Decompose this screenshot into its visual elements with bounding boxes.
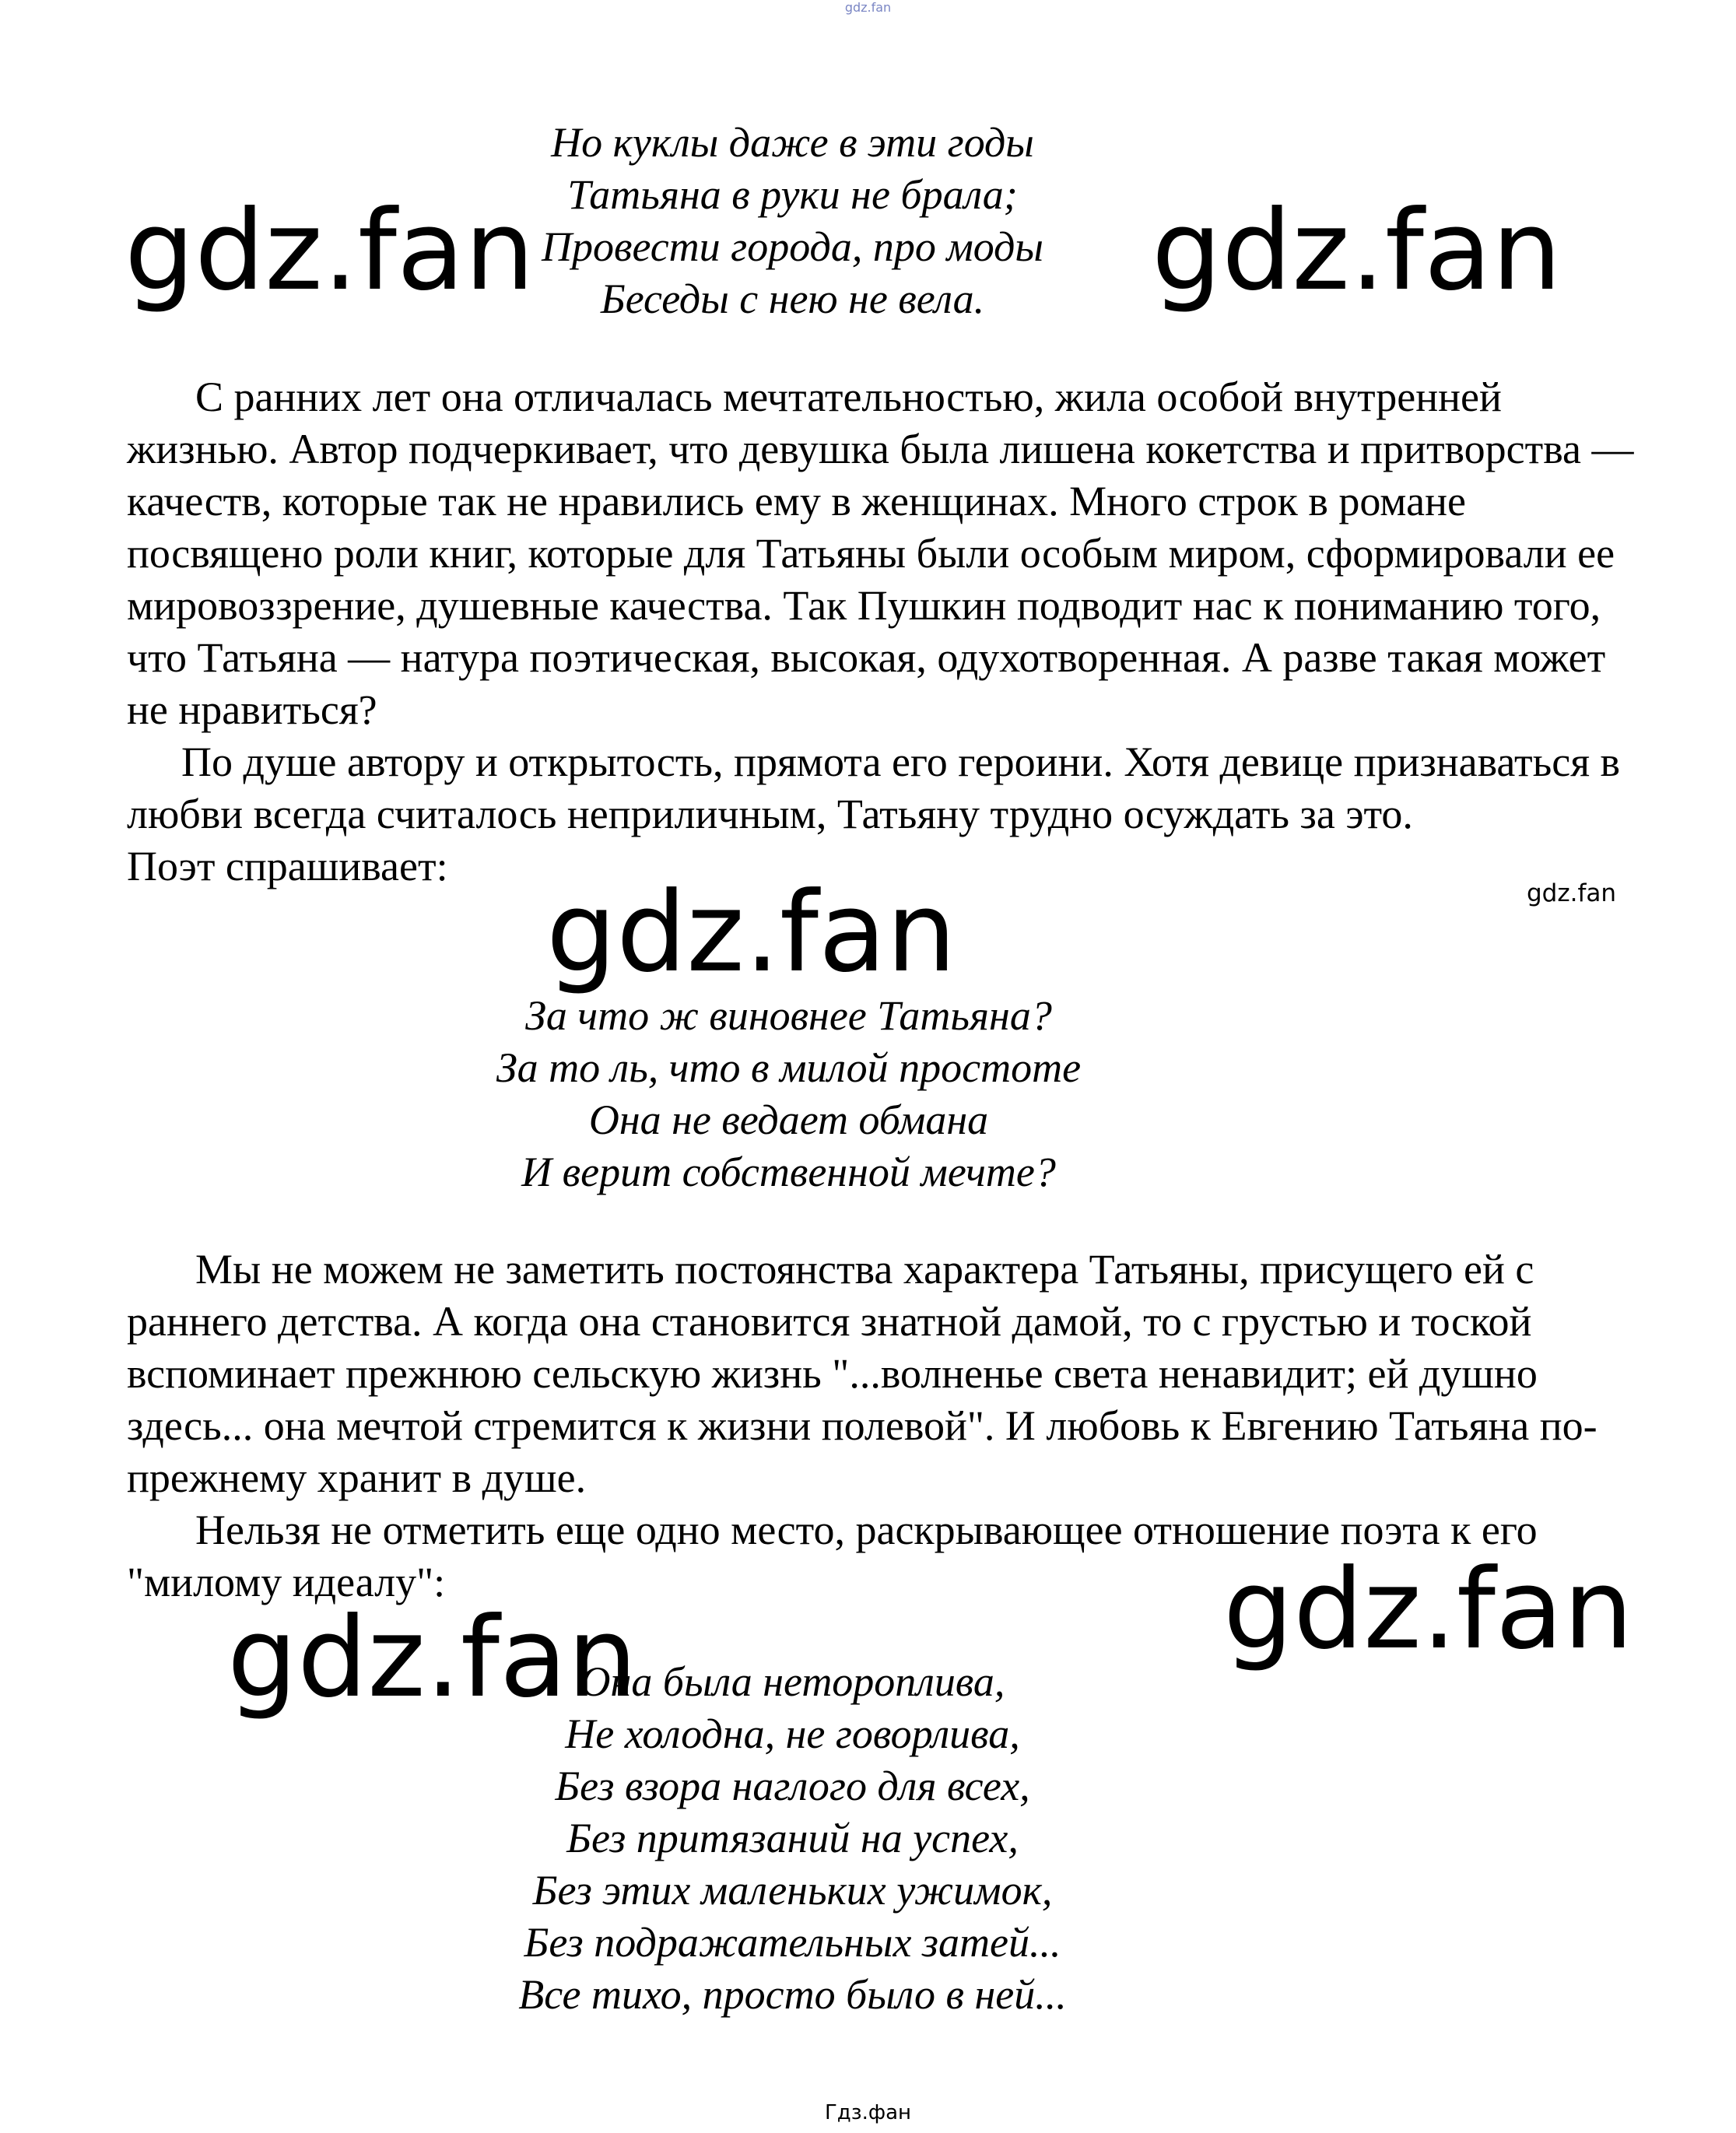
poem-line: Без подражательных затей... bbox=[524, 1919, 1061, 1966]
poem-stanza-2 bbox=[0, 990, 1657, 1198]
footer-watermark: Гдз.фан bbox=[824, 2101, 912, 2124]
paragraph: Мы не можем не заметить постоянства характера Татьяны, присущего ей с раннего детства. А когда она становится знатной дамой, то с грустью и тоской вспоминает прежнюю сельскую жизнь "...волненье света ненавидит; ей душно здесь... она мечтой стремится к жизни полевой". И любовь к Евгению Татьяна по-прежнему хранит в душе. bbox=[127, 1246, 1597, 1501]
poem-line: И верит собственной мечте? bbox=[521, 1149, 1056, 1195]
poem-line: Провести города, про моды bbox=[542, 223, 1043, 270]
poem-line: Без притязаний на успех, bbox=[566, 1815, 1019, 1861]
poem-line: Без этих маленьких ужимок, bbox=[532, 1867, 1053, 1914]
poem-line: Она не ведает обмана bbox=[588, 1096, 989, 1143]
poem-line: Не холодна, не говорлива, bbox=[565, 1710, 1020, 1757]
poem-line: Все тихо, просто было в ней... bbox=[518, 1971, 1067, 2018]
watermark-small: gdz.fan bbox=[1527, 879, 1617, 907]
paragraph: Нельзя не отметить еще одно место, раскрывающее отношение поэта к его "милому идеалу": bbox=[127, 1507, 1538, 1605]
poem-line: Беседы с нею не вела. bbox=[600, 275, 985, 322]
watermark: gdz.fan bbox=[227, 1594, 637, 1722]
poem-line: За что ж виновнее Татьяна? bbox=[525, 992, 1052, 1039]
watermark: gdz.fan bbox=[546, 868, 956, 997]
poem-line: Она была нетороплива, bbox=[580, 1658, 1005, 1705]
paragraph: По душе автору и открытость, прямота его героини. Хотя девице признаваться в любви всегда считалось неприличным, Татьяну трудно осуждать за это. bbox=[127, 738, 1621, 837]
poem-line: Татьяна в руки не брала; bbox=[567, 171, 1018, 218]
watermark: gdz.fan bbox=[1152, 187, 1562, 315]
watermark: gdz.fan bbox=[1223, 1545, 1633, 1674]
header-watermark: gdz.fan bbox=[844, 0, 892, 15]
poem-line: За то ль, что в милой простоте bbox=[496, 1044, 1082, 1091]
paragraph: С ранних лет она отличалась мечтательностью, жила особой внутренней жизнью. Автор подчеркивает, что девушка была лишена кокетства и притворства — качеств, которые так не нравились ему в женщинах. Много строк в романе посвящено роли книг, которые для Татьяны были особым миром, сформировали ее мировоззрение, душевные качества. Так Пушкин подводит нас к пониманию того, что Татьяна — натура поэтическая, высокая, одухотворенная. А разве такая может не нравиться? bbox=[127, 374, 1634, 733]
poem-line: Но куклы даже в эти годы bbox=[551, 119, 1034, 166]
poem-line: Без взора наглого для всех, bbox=[555, 1763, 1030, 1809]
text-block-1 bbox=[127, 371, 1652, 893]
paragraph: Поэт спрашивает: bbox=[127, 843, 448, 889]
watermark: gdz.fan bbox=[125, 187, 535, 315]
